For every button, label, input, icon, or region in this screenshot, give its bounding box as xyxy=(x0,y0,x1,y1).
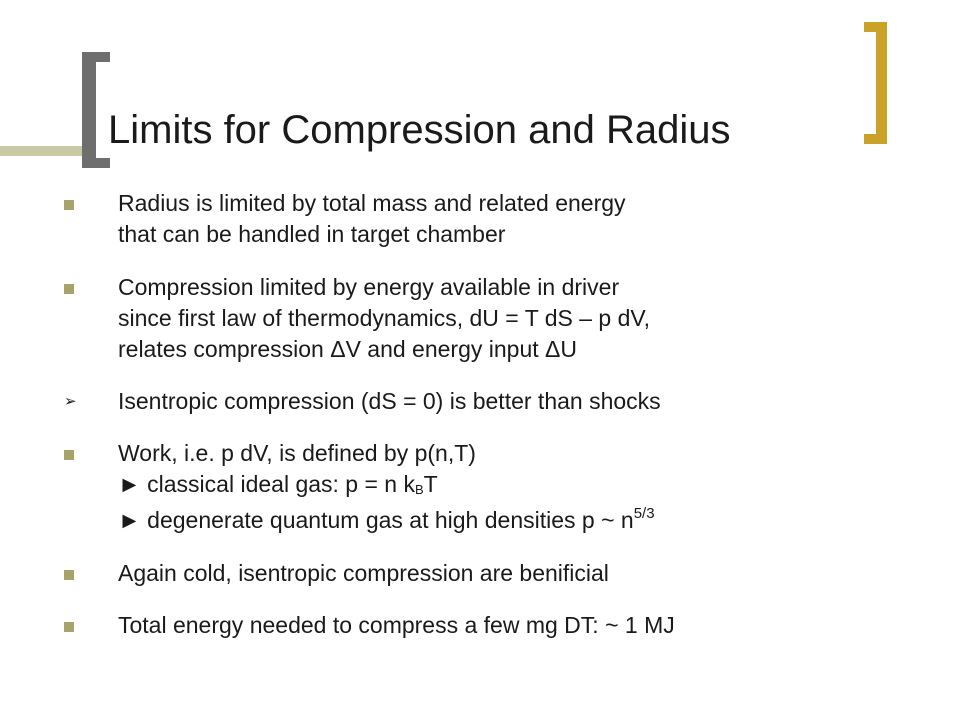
left-bracket xyxy=(82,52,96,168)
slide-title: Limits for Compression and Radius xyxy=(108,108,731,152)
square-bullet-icon xyxy=(64,284,74,294)
right-bracket-top xyxy=(864,22,887,32)
bullet-item: Work, i.e. p dV, is defined by p(n,T) ► classical ideal gas: p = n $k_BT$ ► degenerate quantum gas at high densities p ~ $n^{5/3}$ xyxy=(64,438,924,536)
sub-bullet-ideal-gas: ► classical ideal gas: p = n $k_BT$ xyxy=(118,471,438,497)
square-bullet-icon xyxy=(64,570,74,580)
sub-bullet-degenerate-gas: ► degenerate quantum gas at high densities p ~ $n^{5/3}$ xyxy=(118,505,655,533)
square-bullet-icon xyxy=(64,450,74,460)
right-bracket xyxy=(876,22,887,144)
square-bullet-icon xyxy=(64,200,74,210)
bullet-item: Compression limited by energy available in driver since first law of thermodynamics, dU = T dS – p dV, relates compression ΔV and energy input ΔU xyxy=(64,272,924,365)
bullet-item: ➢ Isentropic compression (dS = 0) is better than shocks xyxy=(64,388,661,414)
left-bracket-bottom xyxy=(82,158,110,168)
right-bracket-bottom xyxy=(864,134,887,144)
bullet-item: Again cold, isentropic compression are benificial xyxy=(64,558,924,589)
arrowhead-bullet-icon: ➢ xyxy=(64,393,77,410)
left-bracket-top xyxy=(82,52,110,62)
square-bullet-icon xyxy=(64,622,74,632)
title-accent-bar xyxy=(0,146,86,156)
bullet-list xyxy=(64,188,924,641)
bullet-item: Total energy needed to compress a few mg DT: ~ 1 MJ xyxy=(64,610,924,641)
bullet-item: Radius is limited by total mass and related energy that can be handled in target chamber xyxy=(64,188,924,250)
